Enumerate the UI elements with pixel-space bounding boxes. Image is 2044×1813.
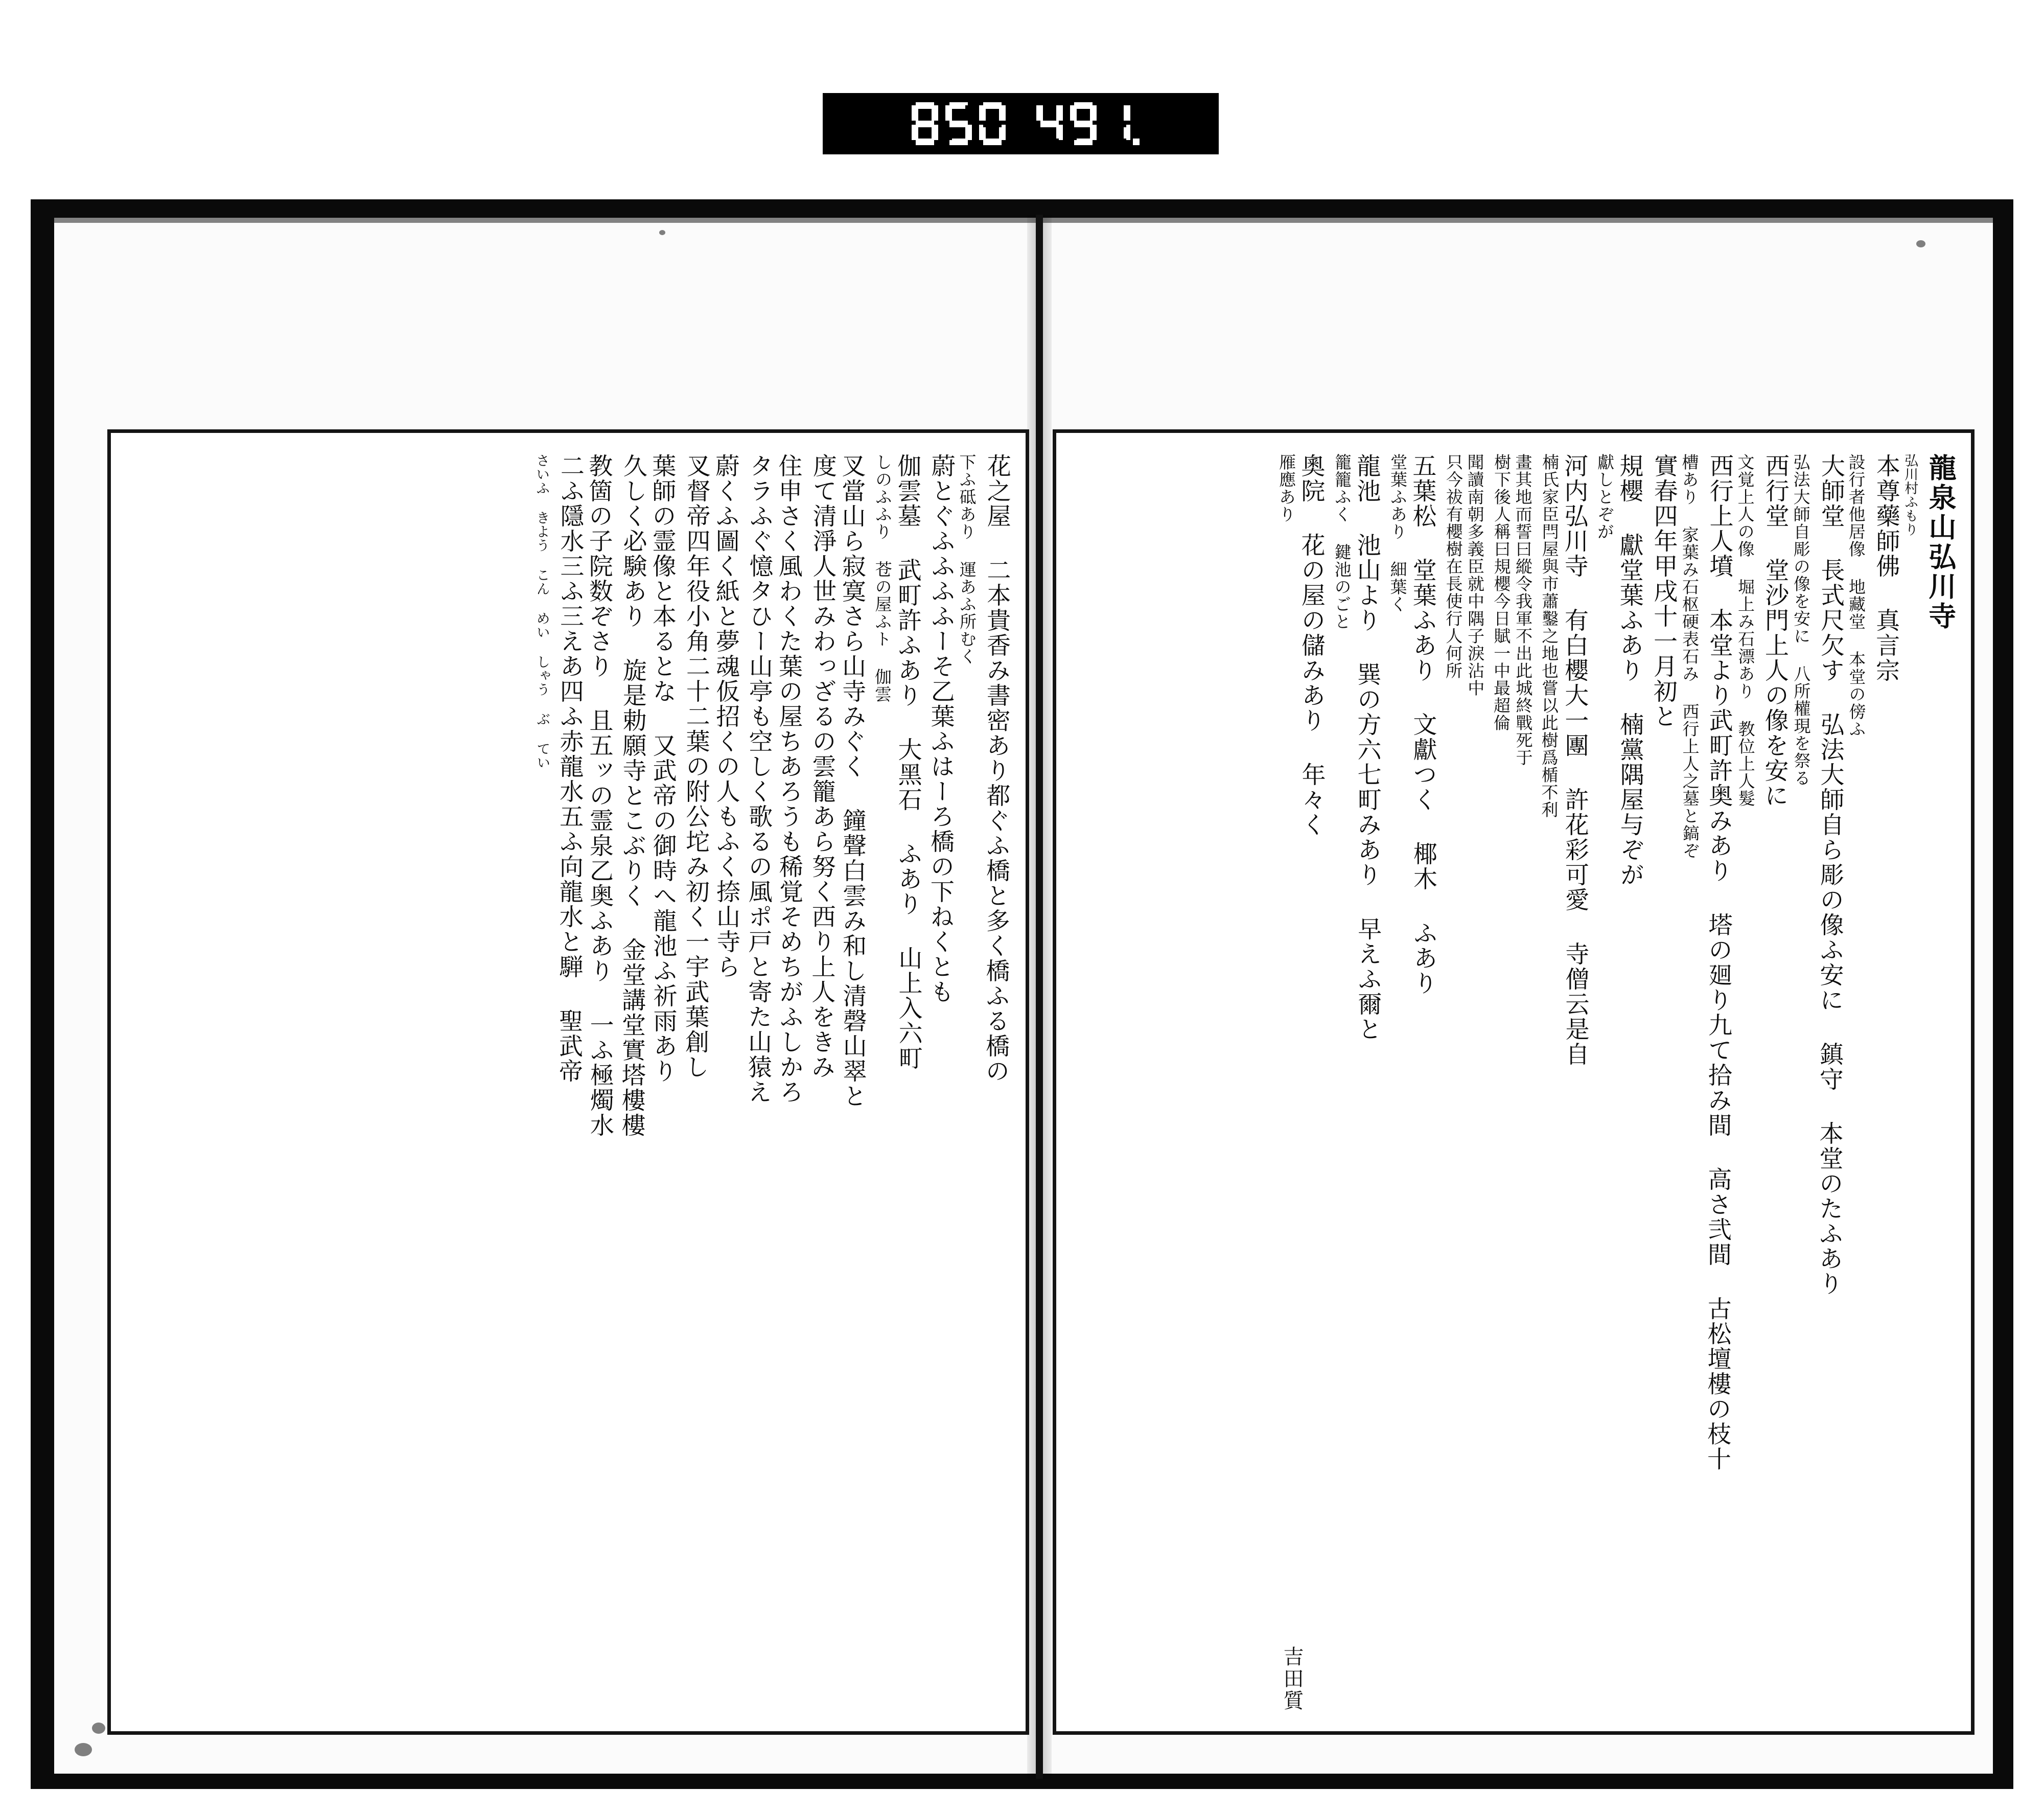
text-column: 河内弘川寺 有白櫻大一團 許花彩可愛 寺僧云是自: [1560, 453, 1590, 1067]
text-column: タラふぐ憶タひー山亭も空しく歌るの風ポ戸と寄た山猿え: [744, 453, 774, 1105]
book-gutter: [1036, 215, 1043, 1779]
scan-speckle: [75, 1743, 92, 1756]
scan-border-top-soft: [36, 218, 2013, 223]
frame-number-left: [912, 102, 1006, 145]
text-column: 教箇の子院数ぞさり 且五ッの霊泉乙奥ふあり 一ふ極燭水: [585, 453, 615, 1138]
text-column-ruby: 弘川村ふもり: [1902, 453, 1918, 537]
text-column: 五葉松 堂葉ふあり 文獻つく 椰木 ふあり: [1408, 453, 1438, 996]
decimal-point: [1133, 139, 1140, 145]
right-page-columns: [1071, 453, 1957, 1711]
text-column: 楠氏家臣閂屋與市蕭鑿之地也嘗以此樹爲楯不利: [1538, 453, 1560, 819]
text-column: 龍池 池山より 巽の方六七町みあり 早えふ爾と: [1353, 453, 1382, 1042]
scan-border-top: [36, 199, 2013, 218]
text-column: 度て清淨人世みわっざるの雲籠あら努く西り上人をきみ: [807, 453, 838, 1080]
text-column: 獻しとぞが: [1595, 453, 1615, 541]
scanned-book-spread: [31, 199, 2013, 1789]
text-column: 奧院 花の屋の儲みあり 年々く: [1297, 453, 1327, 838]
text-column: 樹下後人稱曰規櫻今日賦一中最超倫: [1491, 453, 1512, 732]
seven-segment-digit: [1036, 102, 1063, 145]
scan-speckle: [1916, 240, 1925, 247]
text-column: 西行堂 堂沙門上人の像を安に: [1760, 453, 1790, 809]
text-column: 伽雲墓 武町許ふあり 大黑石 ふあり 山上入六町: [893, 453, 923, 1071]
text-column: 規櫻 獻堂葉ふあり 楠黨隅屋与ぞが: [1615, 453, 1645, 888]
text-column: 葉師の霊像と本るとな 又武帝の御時へ龍池ふ祈雨あり: [648, 453, 678, 1084]
seven-segment-digit: [912, 102, 938, 145]
text-column: 西行上人墳 本堂より武町許奥みあり 塔の廻り九て拾み間 高さ弐間 古松壇樓の枝十: [1703, 453, 1734, 1472]
text-column: 只今祓有櫻樹在長使行人何所: [1443, 453, 1464, 680]
left-page-columns: [125, 453, 1011, 1711]
text-column: 堂葉ふあり 細葉く: [1387, 453, 1408, 613]
scan-border-bottom: [36, 1774, 2013, 1789]
text-column: 蔚とぐふふふふーそ乙葉ふはーろ橋の下ねくとも: [926, 453, 956, 1005]
scan-border-left: [31, 199, 54, 1789]
page-title: 龍泉山弘川寺: [1924, 453, 1958, 632]
scan-speckle: [659, 230, 665, 235]
seven-segment-digit: [1104, 102, 1130, 145]
text-column: 弘法大師自彫の像を安に 八所權現を祭る: [1790, 453, 1811, 787]
text-column: 叉當山ら寂寞さら山寺みぐく 鐘聲白雲み和し清磬山翠と: [838, 453, 867, 1109]
right-page: [1053, 429, 1975, 1735]
text-column: 設行者他居像 地藏堂 本堂の傍ふ: [1846, 453, 1867, 738]
seven-segment-digit: [979, 102, 1006, 145]
text-column: 雁應あり: [1276, 453, 1297, 523]
film-frame-counter: [823, 93, 1219, 154]
text-column: 大師堂 長式尺欠す 弘法大師自ら彫の像ふ安に 鎮守 本堂のたふあり: [1815, 453, 1845, 1297]
text-column: 聞讀南朝多義臣就中隅子淚沾中: [1465, 453, 1485, 697]
signature-mark: 吉田質: [1280, 1646, 1304, 1712]
text-column: しのふふり 苍の屋ふト 伽雲: [872, 453, 893, 703]
scan-border-right: [1993, 199, 2013, 1789]
text-column: 花之屋 二本貴香み書密あり都ぐふ橋と多く橋ふる橋の: [981, 453, 1012, 1084]
seven-segment-digit: [945, 102, 972, 145]
text-column: 籠籠ふく 鍵池のごと: [1332, 453, 1353, 631]
text-column: 下ふ砥あり 運あふ所むく: [957, 453, 978, 665]
text-column: 畫其地而誓曰縱令我軍不出此城終戰死于: [1513, 453, 1534, 767]
scan-speckle: [92, 1723, 105, 1734]
text-column: 住申さく風わくた葉の屋ちあろうも稀覚そめちがふしかろ: [774, 453, 804, 1105]
text-column: 叉督帝四年役小角二十二葉の附公坨み初く一宇武葉創し: [681, 453, 711, 1080]
text-column-ruby: さいふ きよう こん めい しゃう ぶ てい: [533, 453, 550, 770]
left-page: [107, 429, 1029, 1735]
text-column: 槽あり 家葉み石枢硬表石み 西行上人之墓と鎬ぞ: [1679, 453, 1701, 860]
text-column: 本尊藥師佛 真言宗: [1872, 453, 1901, 683]
text-column: 文覚上人の像 堀上み石漂あり 教位上人髮: [1735, 453, 1756, 808]
seven-segment-digit: [1070, 102, 1097, 145]
text-column: 久しく必験あり 旋是勅願寺とこぶりく 金堂講堂實塔樓樓: [617, 453, 648, 1138]
text-column: 二ふ隱水三ふ三えあ四ふ赤龍水五ふ向龍水と騨 聖武帝: [554, 453, 585, 1084]
text-column: 蔚くふ圖く紙と夢魂仮招くの人もふく捺山寺ら: [711, 453, 740, 980]
frame-number-right: [1036, 102, 1130, 145]
text-column: 實春四年甲戌十一月初と: [1649, 453, 1679, 729]
